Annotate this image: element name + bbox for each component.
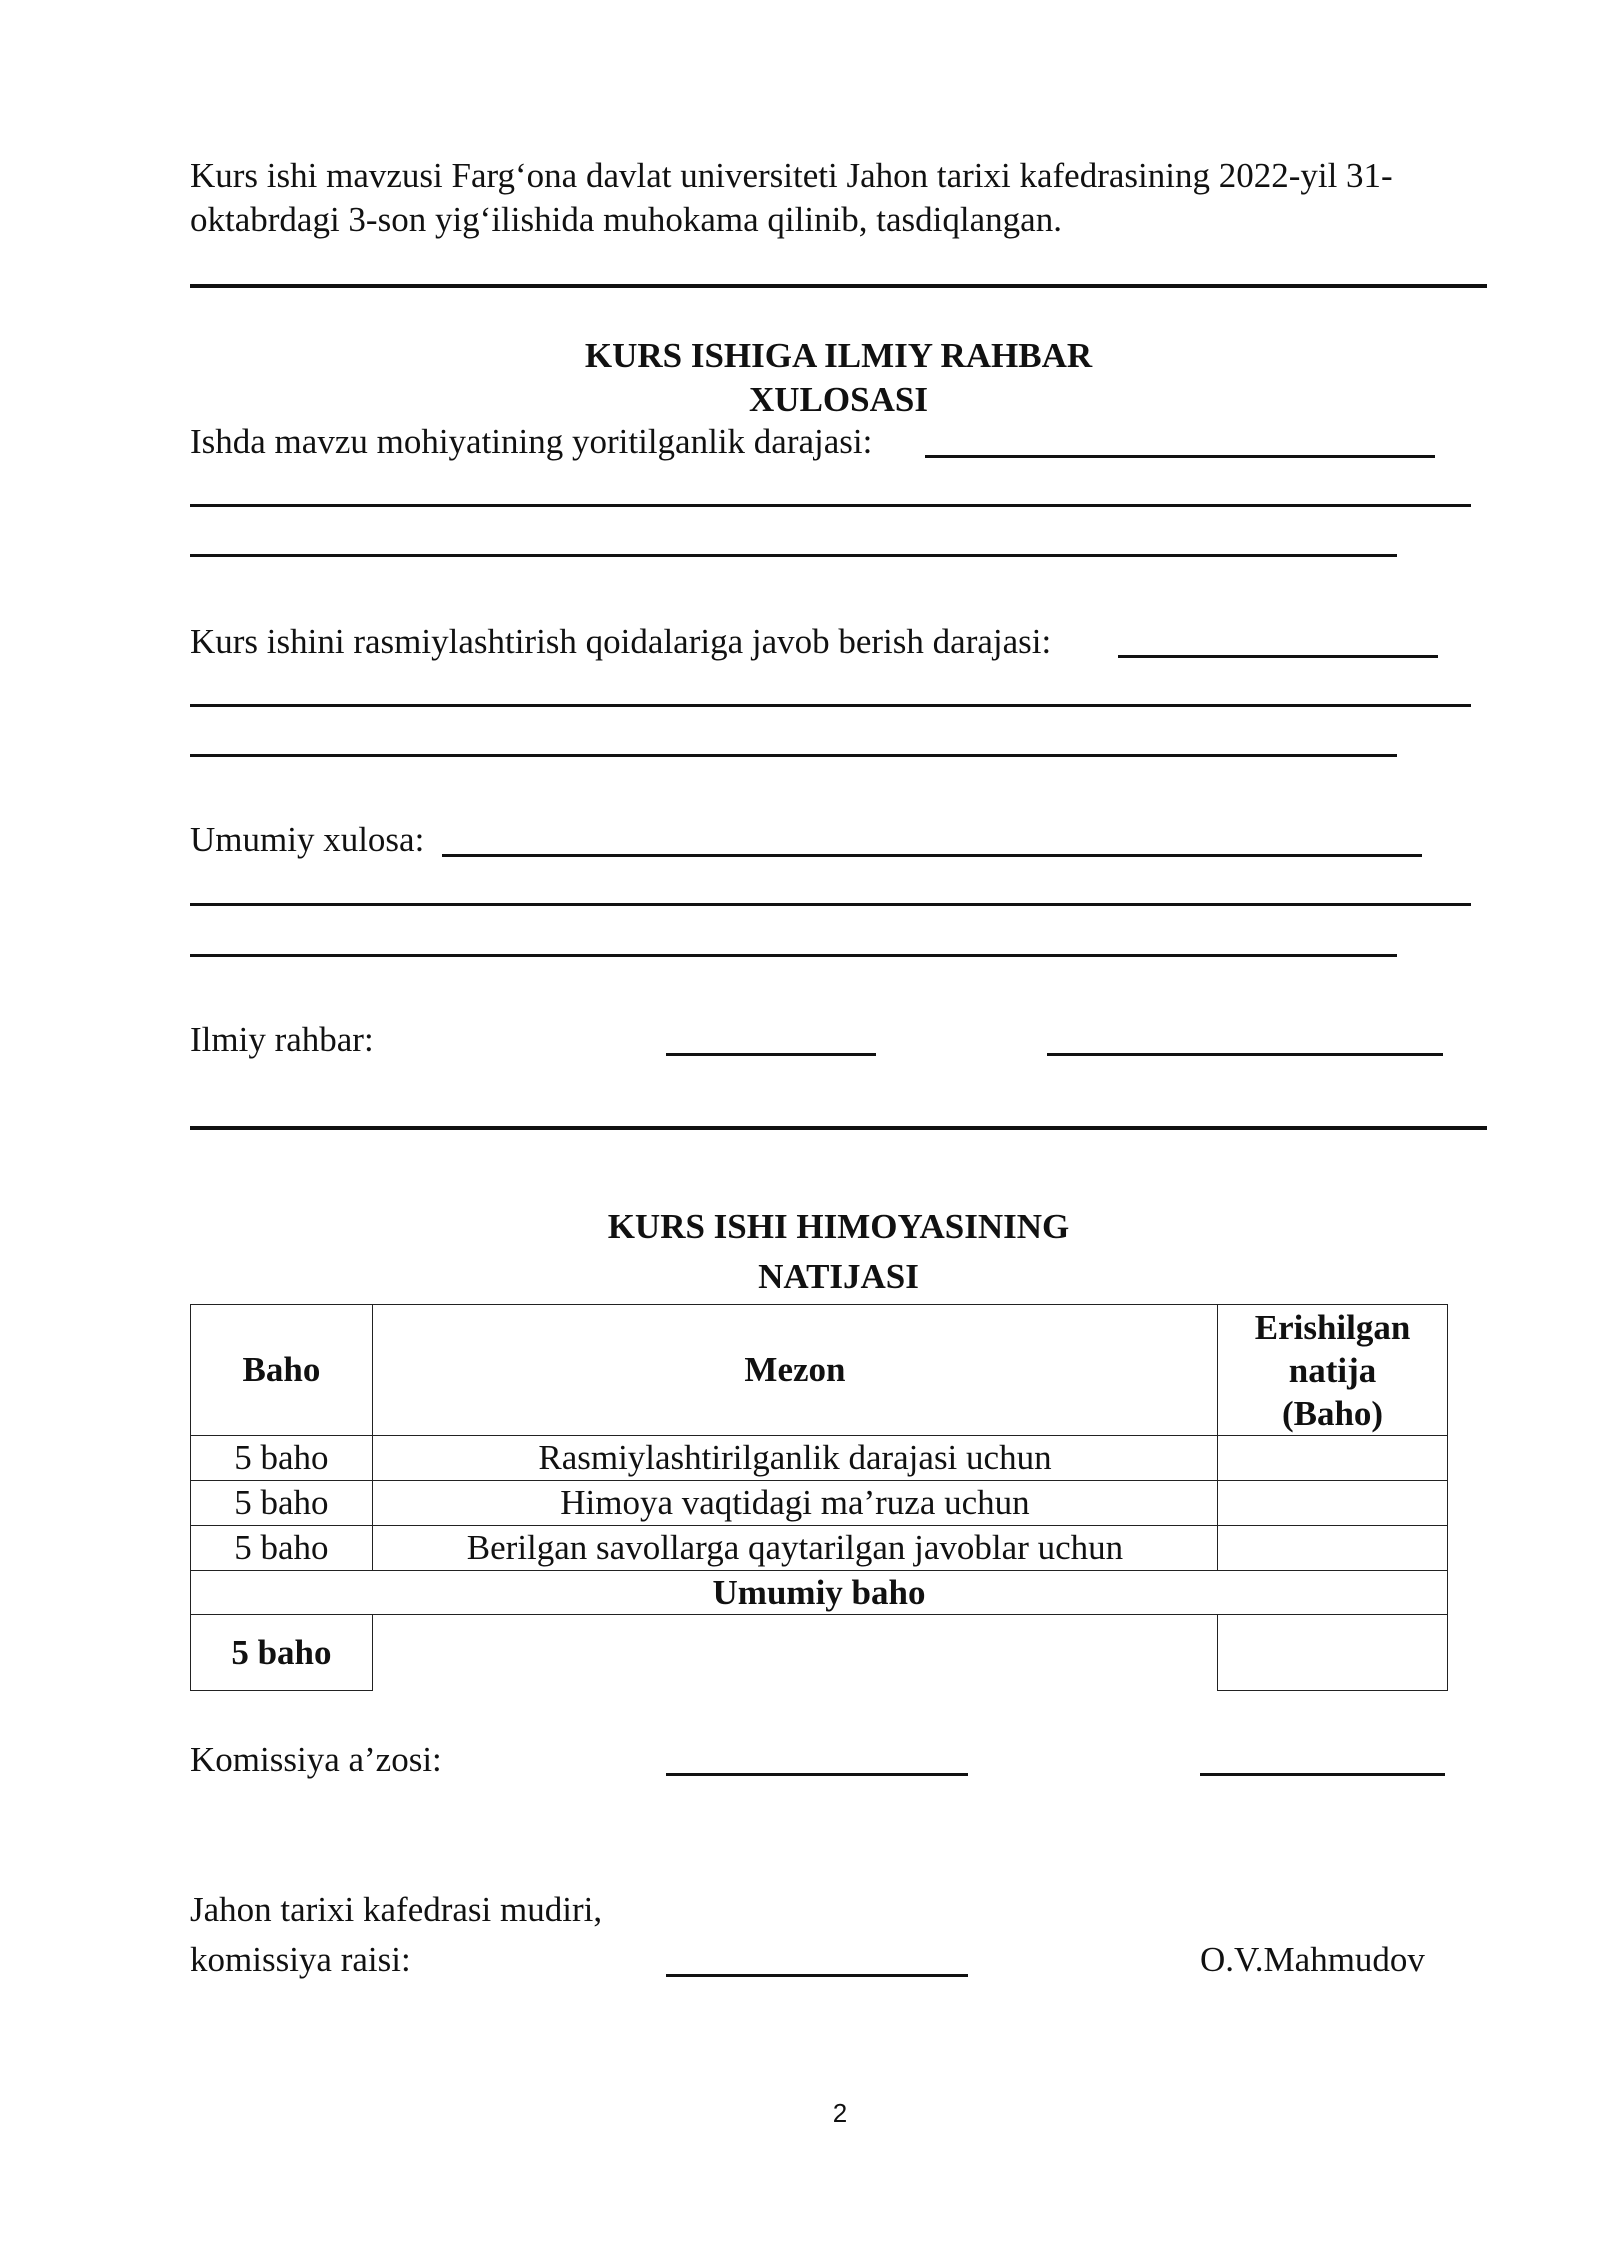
field-coverage-label: Ishda mavzu mohiyatining yoritilganlik darajasi: xyxy=(190,422,873,461)
row-natija-cell[interactable] xyxy=(1218,1526,1448,1571)
field-coverage-blank[interactable] xyxy=(925,455,1435,458)
field-formatting-line-2[interactable] xyxy=(190,704,1471,707)
field-coverage-line-2[interactable] xyxy=(190,504,1471,507)
supervisor-title-line-2: XULOSASI xyxy=(749,380,928,419)
row-mezon: Rasmiylashtirilganlik darajasi uchun xyxy=(372,1436,1217,1481)
field-coverage-line-3[interactable] xyxy=(190,554,1397,557)
defense-title-line-1: KURS ISHI HIMOYASINING xyxy=(607,1207,1070,1246)
field-conclusion-blank[interactable] xyxy=(442,854,1422,857)
total-natija-cell[interactable] xyxy=(1218,1615,1448,1691)
supervisor-signature-label: Ilmiy rahbar: xyxy=(190,1020,374,1059)
field-formatting-label: Kurs ishini rasmiylashtirish qoidalariga javob berish darajasi: xyxy=(190,622,1052,661)
table-header-row xyxy=(191,1305,1448,1436)
intro-line-1: Kurs ishi mavzusi Farg‘ona davlat universiteti Jahon tarixi kafedrasining 2022-yil 31- xyxy=(190,156,1393,195)
total-label-row xyxy=(191,1571,1448,1615)
header-baho: Baho xyxy=(191,1305,373,1436)
page-number: 2 xyxy=(832,2098,848,2128)
row-baho: 5 baho xyxy=(191,1481,373,1526)
total-empty-cell xyxy=(372,1615,1217,1691)
commission-member-label: Komissiya a’zosi: xyxy=(190,1740,442,1779)
chair-name: O.V.Mahmudov xyxy=(1200,1940,1425,1979)
table-row xyxy=(191,1436,1448,1481)
field-conclusion-label: Umumiy xulosa: xyxy=(190,820,425,859)
field-formatting-blank[interactable] xyxy=(1118,655,1438,658)
row-baho: 5 baho xyxy=(191,1526,373,1571)
table-row xyxy=(191,1481,1448,1526)
commission-member-name-blank[interactable] xyxy=(1200,1773,1445,1776)
row-natija-cell[interactable] xyxy=(1218,1436,1448,1481)
total-baho: 5 baho xyxy=(191,1615,373,1691)
commission-member-signature-blank[interactable] xyxy=(666,1773,968,1776)
row-natija-cell[interactable] xyxy=(1218,1481,1448,1526)
results-table xyxy=(190,1304,1448,1691)
header-natija-line-3: (Baho) xyxy=(1281,1393,1384,1433)
chair-signature-blank[interactable] xyxy=(666,1974,968,1977)
supervisor-signature-blank[interactable] xyxy=(666,1053,876,1056)
chair-label-line-1: Jahon tarixi kafedrasi mudiri, xyxy=(190,1890,603,1929)
row-baho: 5 baho xyxy=(191,1436,373,1481)
field-formatting-line-3[interactable] xyxy=(190,754,1397,757)
header-natija-line-1: Erishilgan xyxy=(1254,1307,1411,1347)
intro-line-2: oktabrdagi 3-son yig‘ilishida muhokama qilinib, tasdiqlangan. xyxy=(190,200,1062,239)
field-conclusion-line-3[interactable] xyxy=(190,954,1397,957)
total-label: Umumiy baho xyxy=(191,1571,1448,1615)
section-divider-2 xyxy=(190,1126,1487,1130)
section-divider xyxy=(190,284,1487,288)
field-conclusion-line-2[interactable] xyxy=(190,903,1471,906)
total-row xyxy=(191,1615,1448,1691)
defense-title-line-2: NATIJASI xyxy=(758,1257,919,1296)
supervisor-title-line-1: KURS ISHIGA ILMIY RAHBAR xyxy=(584,336,1093,375)
supervisor-name-blank[interactable] xyxy=(1047,1053,1443,1056)
header-mezon: Mezon xyxy=(372,1305,1217,1436)
row-mezon: Berilgan savollarga qaytarilgan javoblar uchun xyxy=(372,1526,1217,1571)
header-natija xyxy=(1218,1305,1448,1436)
row-mezon: Himoya vaqtidagi ma’ruza uchun xyxy=(372,1481,1217,1526)
header-natija-line-2: natija xyxy=(1288,1350,1377,1390)
table-row xyxy=(191,1526,1448,1571)
chair-label-line-2: komissiya raisi: xyxy=(190,1940,411,1979)
